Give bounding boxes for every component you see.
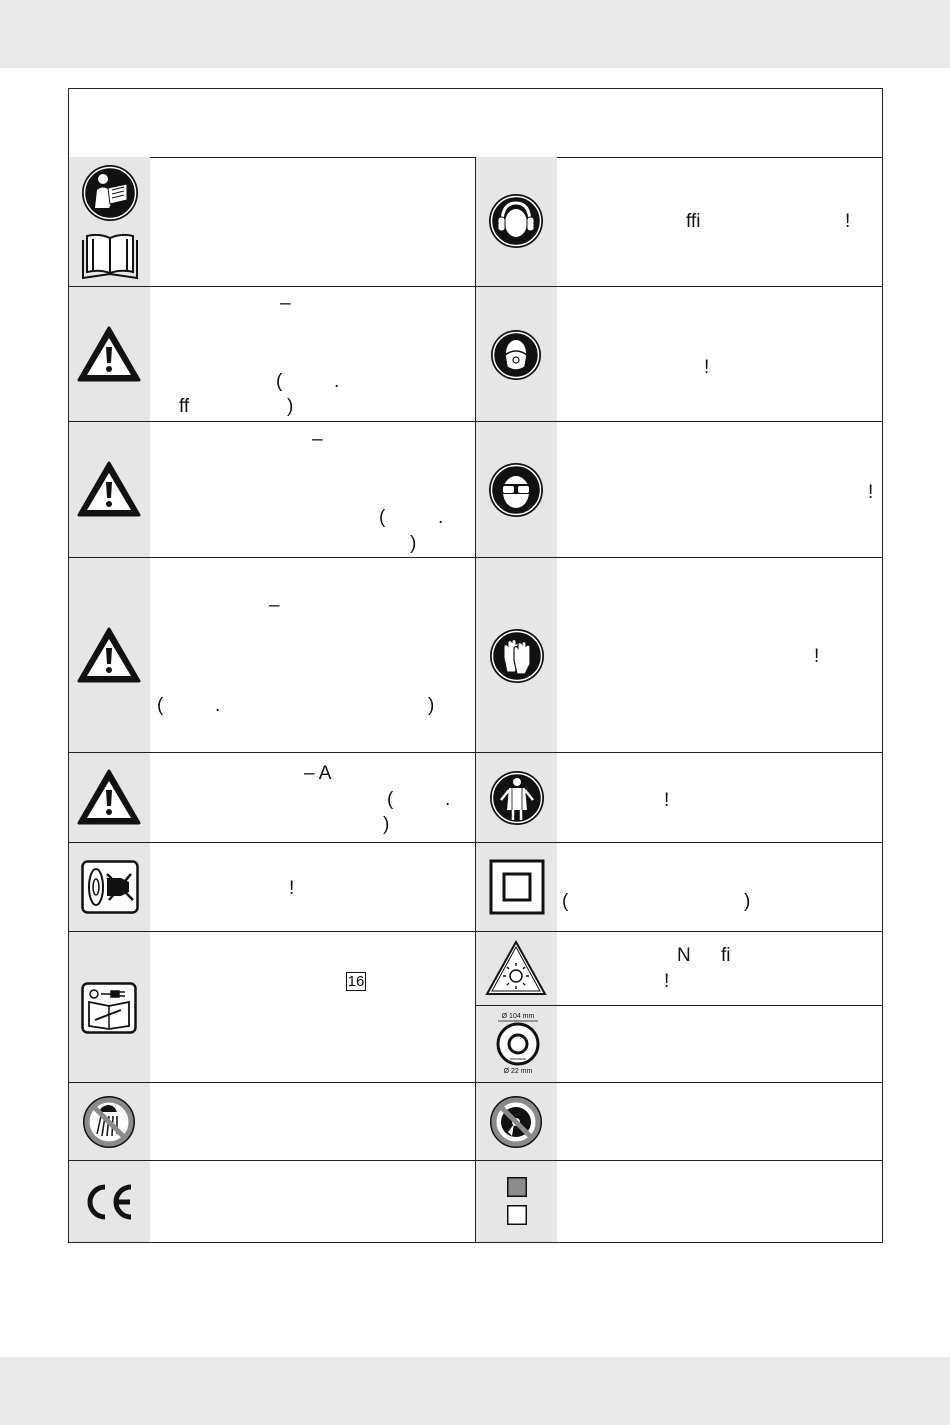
warning-triangle-icon (77, 460, 141, 518)
bottom-band (0, 1357, 950, 1425)
protection-class-ii-icon (489, 859, 545, 915)
cell-read-manual (69, 157, 475, 286)
cell-ce-mark (69, 1160, 475, 1242)
cell-warning-4 (69, 752, 475, 842)
text-w1-b: ( (276, 371, 283, 392)
text-w2-b: ( (379, 507, 386, 528)
cell-disc-hazard (69, 842, 475, 931)
text-apron-a: ! (664, 790, 670, 811)
text-w3-d: ) (428, 695, 435, 716)
text-w3-b: ( (157, 695, 164, 716)
cell-protective-gloves (476, 557, 882, 752)
text-light-b: fi (721, 945, 731, 966)
text-w4-c: . (445, 789, 451, 810)
top-band (0, 0, 950, 68)
text-w1-d: ff (179, 396, 190, 417)
cell-no-damaged-disc (476, 1082, 882, 1160)
text-mask-a: ! (704, 357, 710, 378)
text-w3-a: – (269, 595, 280, 616)
text-ear-a: ffi (686, 211, 701, 232)
no-damaged-disc-icon (488, 1094, 544, 1150)
cell-no-water (69, 1082, 475, 1160)
text-w2-d: ) (410, 533, 417, 554)
text-goggles-a: ! (868, 482, 874, 503)
text-w4-b: ( (387, 789, 394, 810)
cell-warning-2 (69, 421, 475, 557)
cell-safety-goggles (476, 421, 882, 557)
symbol-table (68, 88, 883, 1243)
warning-triangle-icon (77, 768, 141, 826)
ear-protection-icon (488, 193, 544, 249)
table-header (69, 89, 882, 158)
read-manual-icon (81, 164, 139, 222)
text-w1-c: . (334, 371, 340, 392)
protective-gloves-icon (489, 628, 545, 684)
cell-ear-protection (476, 157, 882, 286)
cell-light-warning (476, 931, 882, 1005)
text-class-b: ) (744, 891, 751, 912)
cell-disc-dimensions (476, 1005, 882, 1082)
text-w4-d: ) (383, 814, 390, 835)
text-w2-c: . (438, 507, 444, 528)
text-class-a: ( (562, 891, 569, 912)
ce-mark-icon (81, 1181, 137, 1223)
warning-triangle-icon (77, 325, 141, 383)
text-gloves-a: ! (814, 646, 820, 667)
protective-apron-icon (489, 770, 545, 826)
reference-box: 16 (347, 973, 365, 990)
safety-goggles-icon (488, 462, 544, 518)
cell-protective-apron (476, 752, 882, 842)
no-water-icon (81, 1094, 137, 1150)
light-warning-icon (484, 938, 548, 998)
cell-unplug-maintenance (69, 931, 475, 1082)
manual-book-icon (81, 232, 139, 280)
disc-dimensions-icon (488, 1010, 548, 1076)
text-light-c: ! (664, 971, 670, 992)
cell-warning-3 (69, 557, 475, 752)
text-ear-b: ! (845, 211, 851, 232)
white-square-icon (507, 1205, 527, 1225)
text-disc-a: ! (289, 878, 295, 899)
disc-outer-label: Ø 104 mm (501, 1013, 535, 1020)
cell-protection-class (476, 842, 882, 931)
disc-inner-label: Ø 22 mm (503, 1068, 533, 1075)
text-w1-e: ) (287, 396, 294, 417)
cell-warning-1 (69, 286, 475, 421)
text-w4-a: – A (304, 763, 332, 784)
grey-square-icon (507, 1177, 527, 1197)
text-w2-a: – (312, 429, 323, 450)
cell-dust-mask (476, 286, 882, 421)
cell-color-squares (476, 1160, 882, 1242)
unplug-maintenance-icon (81, 982, 137, 1034)
warning-triangle-icon (77, 626, 141, 684)
text-w1-a: – (280, 293, 291, 314)
text-w3-c: . (215, 695, 221, 716)
disc-hazard-icon (81, 860, 139, 914)
dust-mask-icon (490, 329, 542, 381)
text-light-a: N (677, 945, 691, 966)
